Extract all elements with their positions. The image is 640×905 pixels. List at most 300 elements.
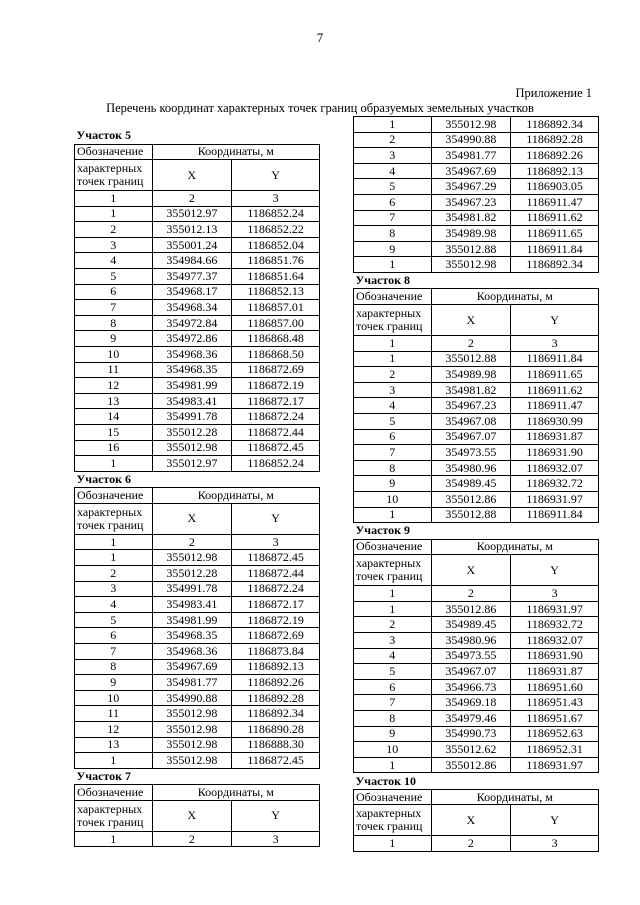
coord-y: 1186872.17 bbox=[232, 597, 320, 613]
point-number: 1 bbox=[75, 550, 153, 566]
table-row bbox=[354, 132, 599, 148]
point-number: 7 bbox=[354, 445, 432, 461]
point-number: 4 bbox=[354, 648, 432, 664]
section-title: Участок 5 bbox=[75, 128, 320, 144]
point-number: 1 bbox=[354, 757, 432, 773]
point-number: 1 bbox=[354, 351, 432, 367]
header-x: X bbox=[152, 503, 232, 534]
table-row bbox=[354, 507, 599, 523]
table-row bbox=[75, 706, 320, 722]
header-label-line2: характерных точек границ bbox=[75, 800, 153, 831]
point-number: 5 bbox=[75, 612, 153, 628]
table-row bbox=[75, 269, 320, 285]
point-number: 4 bbox=[75, 597, 153, 613]
coord-x: 355012.88 bbox=[431, 351, 511, 367]
column-number: 1 bbox=[354, 336, 432, 352]
coord-y: 1186911.84 bbox=[511, 507, 599, 523]
table-row bbox=[75, 347, 320, 363]
point-number: 9 bbox=[354, 726, 432, 742]
header-row bbox=[354, 805, 599, 836]
header-label-line1: Обозначение bbox=[75, 144, 153, 160]
coord-y: 1186872.19 bbox=[232, 612, 320, 628]
column-number: 3 bbox=[511, 586, 599, 602]
coord-y: 1186911.84 bbox=[511, 241, 599, 257]
coord-y: 1186857.00 bbox=[232, 315, 320, 331]
header-y: Y bbox=[511, 805, 599, 836]
table-row bbox=[354, 414, 599, 430]
coord-y: 1186892.28 bbox=[511, 132, 599, 148]
column-number: 1 bbox=[75, 191, 153, 207]
coord-x: 354989.98 bbox=[431, 226, 511, 242]
coord-x: 355012.98 bbox=[152, 722, 232, 738]
coord-x: 354989.45 bbox=[431, 476, 511, 492]
coord-y: 1186931.97 bbox=[511, 601, 599, 617]
header-x: X bbox=[431, 555, 511, 586]
coord-x: 354968.36 bbox=[152, 644, 232, 660]
coord-x: 354991.78 bbox=[152, 409, 232, 425]
table-row bbox=[354, 351, 599, 367]
coord-y: 1186852.24 bbox=[232, 206, 320, 222]
header-y: Y bbox=[511, 555, 599, 586]
point-number: 9 bbox=[354, 241, 432, 257]
point-number: 4 bbox=[354, 163, 432, 179]
table-row bbox=[75, 737, 320, 753]
coord-x: 354981.77 bbox=[152, 675, 232, 691]
header-row bbox=[75, 488, 320, 504]
document-title: Перечень координат характерных точек границ образуемых земельных участков bbox=[106, 101, 534, 115]
coord-y: 1186911.65 bbox=[511, 226, 599, 242]
point-number: 7 bbox=[75, 300, 153, 316]
header-row bbox=[75, 144, 320, 160]
table-row bbox=[354, 257, 599, 273]
point-number: 10 bbox=[75, 690, 153, 706]
header-row bbox=[75, 800, 320, 831]
table-row bbox=[354, 757, 599, 773]
point-number: 3 bbox=[75, 237, 153, 253]
point-number: 6 bbox=[354, 679, 432, 695]
header-coords: Координаты, м bbox=[152, 488, 319, 504]
point-number: 6 bbox=[75, 284, 153, 300]
table-row bbox=[354, 194, 599, 210]
point-number: 1 bbox=[354, 117, 432, 133]
header-row bbox=[354, 289, 599, 305]
point-number: 4 bbox=[354, 398, 432, 414]
table-row bbox=[75, 690, 320, 706]
coord-x: 354981.99 bbox=[152, 378, 232, 394]
coord-x: 354968.36 bbox=[152, 347, 232, 363]
coord-x: 354967.07 bbox=[431, 664, 511, 680]
header-x: X bbox=[152, 800, 232, 831]
coord-x: 354990.88 bbox=[431, 132, 511, 148]
coord-y: 1186932.07 bbox=[511, 633, 599, 649]
table-row bbox=[75, 659, 320, 675]
coord-x: 355012.98 bbox=[431, 117, 511, 133]
point-number: 5 bbox=[354, 179, 432, 195]
column-number: 3 bbox=[511, 336, 599, 352]
coord-y: 1186851.76 bbox=[232, 253, 320, 269]
coord-y: 1186931.87 bbox=[511, 664, 599, 680]
header-label-line2: характерных точек границ bbox=[354, 305, 432, 336]
table-row bbox=[354, 429, 599, 445]
point-number: 2 bbox=[75, 222, 153, 238]
table-row bbox=[75, 675, 320, 691]
point-number: 16 bbox=[75, 440, 153, 456]
point-number: 4 bbox=[75, 253, 153, 269]
coord-x: 355012.98 bbox=[152, 706, 232, 722]
section-title: Участок 6 bbox=[75, 471, 320, 488]
coord-y: 1186872.19 bbox=[232, 378, 320, 394]
coord-y: 1186892.34 bbox=[232, 706, 320, 722]
column-number: 1 bbox=[75, 534, 153, 550]
header-coords: Координаты, м bbox=[431, 539, 598, 555]
point-number: 9 bbox=[354, 476, 432, 492]
header-label-line1: Обозначение bbox=[354, 789, 432, 805]
coord-y: 1186892.13 bbox=[232, 659, 320, 675]
coord-x: 354983.41 bbox=[152, 393, 232, 409]
coord-x: 355001.24 bbox=[152, 237, 232, 253]
coord-y: 1186872.69 bbox=[232, 628, 320, 644]
point-number: 7 bbox=[354, 695, 432, 711]
table-row bbox=[354, 210, 599, 226]
point-number: 2 bbox=[354, 132, 432, 148]
header-row bbox=[354, 789, 599, 805]
point-number: 6 bbox=[354, 194, 432, 210]
coord-x: 354991.78 bbox=[152, 581, 232, 597]
column-number: 2 bbox=[431, 336, 511, 352]
table-row bbox=[75, 206, 320, 222]
coord-y: 1186872.44 bbox=[232, 566, 320, 582]
header-label-line2: характерных точек границ bbox=[354, 555, 432, 586]
coord-y: 1186857.01 bbox=[232, 300, 320, 316]
left-coordinates-table bbox=[74, 128, 320, 847]
point-number: 8 bbox=[75, 659, 153, 675]
table-row bbox=[354, 241, 599, 257]
point-number: 7 bbox=[75, 644, 153, 660]
coord-y: 1186872.17 bbox=[232, 393, 320, 409]
header-x: X bbox=[431, 305, 511, 336]
table-row bbox=[75, 409, 320, 425]
point-number: 12 bbox=[75, 722, 153, 738]
table-row bbox=[75, 753, 320, 769]
coord-x: 354984.66 bbox=[152, 253, 232, 269]
header-label-line1: Обозначение bbox=[75, 785, 153, 801]
coord-x: 354972.86 bbox=[152, 331, 232, 347]
coord-y: 1186931.90 bbox=[511, 445, 599, 461]
table-row bbox=[75, 378, 320, 394]
table-row bbox=[354, 679, 599, 695]
coord-y: 1186932.72 bbox=[511, 476, 599, 492]
coord-y: 1186852.13 bbox=[232, 284, 320, 300]
header-y: Y bbox=[511, 305, 599, 336]
coord-x: 354967.07 bbox=[431, 429, 511, 445]
header-row bbox=[75, 785, 320, 801]
coord-y: 1186851.64 bbox=[232, 269, 320, 285]
header-row bbox=[75, 160, 320, 191]
coord-y: 1186911.62 bbox=[511, 382, 599, 398]
table-row bbox=[75, 331, 320, 347]
table-row bbox=[354, 398, 599, 414]
coord-y: 1186903.05 bbox=[511, 179, 599, 195]
coord-y: 1186892.26 bbox=[511, 148, 599, 164]
table-row bbox=[75, 456, 320, 472]
coord-x: 354981.82 bbox=[431, 210, 511, 226]
coord-y: 1186892.13 bbox=[511, 163, 599, 179]
column-number: 1 bbox=[75, 831, 153, 847]
header-coords: Координаты, м bbox=[431, 289, 598, 305]
coord-x: 354969.18 bbox=[431, 695, 511, 711]
coord-y: 1186951.67 bbox=[511, 711, 599, 727]
coord-x: 354980.96 bbox=[431, 460, 511, 476]
point-number: 13 bbox=[75, 393, 153, 409]
coord-x: 355012.86 bbox=[431, 491, 511, 507]
header-row bbox=[75, 503, 320, 534]
point-number: 1 bbox=[75, 206, 153, 222]
coord-y: 1186888.30 bbox=[232, 737, 320, 753]
point-number: 1 bbox=[75, 753, 153, 769]
coord-x: 355012.62 bbox=[431, 742, 511, 758]
header-row bbox=[354, 539, 599, 555]
point-number: 3 bbox=[354, 148, 432, 164]
coord-y: 1186868.48 bbox=[232, 331, 320, 347]
table-row bbox=[354, 226, 599, 242]
coord-y: 1186868.50 bbox=[232, 347, 320, 363]
point-number: 1 bbox=[354, 257, 432, 273]
point-number: 15 bbox=[75, 425, 153, 441]
point-number: 5 bbox=[354, 664, 432, 680]
point-number: 7 bbox=[354, 210, 432, 226]
header-label-line1: Обозначение bbox=[354, 289, 432, 305]
table-row bbox=[75, 440, 320, 456]
coord-x: 354968.17 bbox=[152, 284, 232, 300]
point-number: 1 bbox=[75, 456, 153, 472]
table-row bbox=[354, 633, 599, 649]
table-row bbox=[75, 644, 320, 660]
column-number: 2 bbox=[152, 831, 232, 847]
coord-y: 1186890.28 bbox=[232, 722, 320, 738]
coord-x: 354967.69 bbox=[152, 659, 232, 675]
section-title-row bbox=[75, 471, 320, 488]
point-number: 9 bbox=[75, 331, 153, 347]
table-row bbox=[354, 617, 599, 633]
coord-x: 354983.41 bbox=[152, 597, 232, 613]
point-number: 14 bbox=[75, 409, 153, 425]
header-coords: Координаты, м bbox=[152, 785, 319, 801]
coord-y: 1186872.45 bbox=[232, 753, 320, 769]
coord-y: 1186932.07 bbox=[511, 460, 599, 476]
coord-x: 355012.97 bbox=[152, 456, 232, 472]
right-coordinates-table bbox=[353, 116, 599, 852]
coord-x: 355012.86 bbox=[431, 601, 511, 617]
table-row bbox=[354, 367, 599, 383]
point-number: 3 bbox=[75, 581, 153, 597]
coord-y: 1186911.84 bbox=[511, 351, 599, 367]
coord-y: 1186911.65 bbox=[511, 367, 599, 383]
coord-y: 1186952.31 bbox=[511, 742, 599, 758]
column-number: 1 bbox=[354, 836, 432, 852]
table-row bbox=[354, 601, 599, 617]
coord-x: 354972.84 bbox=[152, 315, 232, 331]
point-number: 6 bbox=[354, 429, 432, 445]
header-coords: Координаты, м bbox=[431, 789, 598, 805]
coord-x: 355012.98 bbox=[152, 753, 232, 769]
column-number: 2 bbox=[431, 836, 511, 852]
coord-y: 1186873.84 bbox=[232, 644, 320, 660]
point-number: 2 bbox=[75, 566, 153, 582]
point-number: 5 bbox=[354, 414, 432, 430]
coord-y: 1186951.43 bbox=[511, 695, 599, 711]
table-row bbox=[354, 163, 599, 179]
coord-x: 355012.98 bbox=[431, 257, 511, 273]
point-number: 10 bbox=[354, 742, 432, 758]
coord-x: 355012.86 bbox=[431, 757, 511, 773]
coord-x: 355012.88 bbox=[431, 507, 511, 523]
point-number: 13 bbox=[75, 737, 153, 753]
coord-x: 354967.69 bbox=[431, 163, 511, 179]
coord-y: 1186872.45 bbox=[232, 550, 320, 566]
column-number: 3 bbox=[232, 831, 320, 847]
table-row bbox=[75, 222, 320, 238]
coord-x: 354967.23 bbox=[431, 398, 511, 414]
header-y: Y bbox=[232, 503, 320, 534]
coord-y: 1186872.24 bbox=[232, 581, 320, 597]
coord-x: 354981.99 bbox=[152, 612, 232, 628]
coord-x: 354990.88 bbox=[152, 690, 232, 706]
coord-y: 1186892.28 bbox=[232, 690, 320, 706]
coord-x: 355012.98 bbox=[152, 440, 232, 456]
section-title-row bbox=[354, 523, 599, 540]
point-number: 2 bbox=[354, 367, 432, 383]
coord-y: 1186931.97 bbox=[511, 757, 599, 773]
column-number-row bbox=[75, 831, 320, 847]
section-title-row bbox=[75, 768, 320, 785]
section-title: Участок 8 bbox=[354, 272, 599, 289]
appendix-label: Приложение 1 bbox=[515, 86, 592, 100]
table-row bbox=[75, 628, 320, 644]
column-number-row bbox=[354, 586, 599, 602]
column-number-row bbox=[354, 836, 599, 852]
point-number: 8 bbox=[354, 460, 432, 476]
point-number: 10 bbox=[354, 491, 432, 507]
coord-x: 354990.73 bbox=[431, 726, 511, 742]
table-row bbox=[75, 722, 320, 738]
point-number: 1 bbox=[354, 601, 432, 617]
coord-x: 354980.96 bbox=[431, 633, 511, 649]
coord-y: 1186932.72 bbox=[511, 617, 599, 633]
table-row bbox=[75, 237, 320, 253]
column-number: 2 bbox=[152, 191, 232, 207]
point-number: 5 bbox=[75, 269, 153, 285]
coord-x: 354968.35 bbox=[152, 628, 232, 644]
table-row bbox=[75, 393, 320, 409]
right-column bbox=[353, 116, 599, 852]
table-row bbox=[75, 612, 320, 628]
header-label-line2: характерных точек границ bbox=[75, 503, 153, 534]
coord-y: 1186911.47 bbox=[511, 398, 599, 414]
point-number: 12 bbox=[75, 378, 153, 394]
header-x: X bbox=[152, 160, 232, 191]
coord-x: 355012.28 bbox=[152, 425, 232, 441]
column-number: 1 bbox=[354, 586, 432, 602]
section-title-row bbox=[354, 272, 599, 289]
table-row bbox=[354, 726, 599, 742]
table-row bbox=[354, 695, 599, 711]
coord-x: 354973.55 bbox=[431, 445, 511, 461]
header-x: X bbox=[431, 805, 511, 836]
point-number: 6 bbox=[75, 628, 153, 644]
table-row bbox=[354, 742, 599, 758]
table-row bbox=[354, 648, 599, 664]
column-number: 3 bbox=[232, 191, 320, 207]
coord-x: 354977.37 bbox=[152, 269, 232, 285]
table-row bbox=[75, 300, 320, 316]
coord-y: 1186892.34 bbox=[511, 257, 599, 273]
coord-y: 1186931.97 bbox=[511, 491, 599, 507]
coord-y: 1186872.24 bbox=[232, 409, 320, 425]
table-row bbox=[75, 253, 320, 269]
coord-x: 355012.28 bbox=[152, 566, 232, 582]
table-row bbox=[75, 581, 320, 597]
table-row bbox=[75, 597, 320, 613]
point-number: 11 bbox=[75, 706, 153, 722]
table-row bbox=[354, 445, 599, 461]
header-label-line1: Обозначение bbox=[354, 539, 432, 555]
table-row bbox=[354, 664, 599, 680]
coord-y: 1186872.44 bbox=[232, 425, 320, 441]
coord-x: 354973.55 bbox=[431, 648, 511, 664]
point-number: 10 bbox=[75, 347, 153, 363]
coord-y: 1186852.22 bbox=[232, 222, 320, 238]
coord-x: 355012.98 bbox=[152, 550, 232, 566]
point-number: 11 bbox=[75, 362, 153, 378]
header-row bbox=[354, 555, 599, 586]
coord-x: 354968.35 bbox=[152, 362, 232, 378]
header-label-line2: характерных точек границ bbox=[354, 805, 432, 836]
point-number: 3 bbox=[354, 382, 432, 398]
coord-x: 354981.77 bbox=[431, 148, 511, 164]
page-number: 7 bbox=[316, 30, 324, 45]
table-row bbox=[75, 566, 320, 582]
coord-y: 1186951.60 bbox=[511, 679, 599, 695]
table-row bbox=[75, 315, 320, 331]
coord-x: 355012.98 bbox=[152, 737, 232, 753]
header-label-line2: характерных точек границ bbox=[75, 160, 153, 191]
table-row bbox=[354, 179, 599, 195]
table-row bbox=[354, 491, 599, 507]
header-label-line1: Обозначение bbox=[75, 488, 153, 504]
coord-y: 1186852.24 bbox=[232, 456, 320, 472]
point-number: 8 bbox=[75, 315, 153, 331]
point-number: 1 bbox=[354, 507, 432, 523]
point-number: 2 bbox=[354, 617, 432, 633]
column-number-row bbox=[354, 336, 599, 352]
section-title-row bbox=[354, 773, 599, 790]
table-row bbox=[354, 148, 599, 164]
column-number-row bbox=[75, 191, 320, 207]
coord-y: 1186911.62 bbox=[511, 210, 599, 226]
coord-x: 355012.13 bbox=[152, 222, 232, 238]
coord-x: 354979.46 bbox=[431, 711, 511, 727]
column-number-row bbox=[75, 534, 320, 550]
table-row bbox=[354, 117, 599, 133]
left-column bbox=[74, 128, 320, 847]
section-title: Участок 7 bbox=[75, 768, 320, 785]
column-number: 2 bbox=[152, 534, 232, 550]
coord-x: 355012.88 bbox=[431, 241, 511, 257]
coord-x: 354967.23 bbox=[431, 194, 511, 210]
coord-y: 1186931.87 bbox=[511, 429, 599, 445]
coord-x: 354967.29 bbox=[431, 179, 511, 195]
table-row bbox=[75, 425, 320, 441]
